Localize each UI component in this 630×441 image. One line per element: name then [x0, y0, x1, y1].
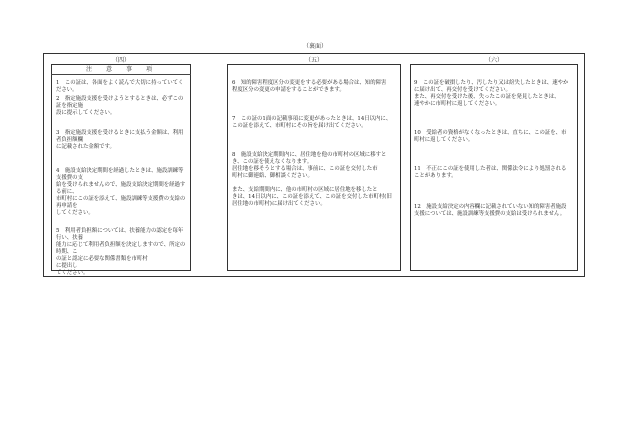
notice-item-9: 9 この証を破損したり、汚したり又は紛失したときは、速やか に届け出て、再交付を受けてください。 また、再交付を受けた後、失ったこの証を発見したときは、 速やかに市町村に返してください。	[414, 80, 569, 107]
notice-item-2: 2 指定施設支援を受けようとするときは、必ずこの証を指定施 設に提示してください。	[56, 96, 184, 116]
panel-header-4: （四）	[111, 57, 130, 64]
notice-item-12: 12 施設支給決定の内容欄に記載されていない知的障害者施設 支援については、施設訓練等支援費の支給は受けられません。	[414, 204, 567, 217]
notice-item-1: 1 この証は、各面をよく読んで大切に持っていてください。	[56, 80, 184, 93]
panel-header-5: （五）	[304, 57, 323, 64]
notice-item-4: 4 施設支給決定期間を経過したときは、施設訓練等支援費の支 給を受けられませんので、施設支給決定期間を経過する前に、 市町村にこの証を添えて、施設訓練等支援費の支給の再申請を してください。	[56, 168, 186, 216]
notice-item-3: 3 指定施設支援を受けるときに支払う金額は、利用者負担額欄 に記載された金額です。	[56, 130, 184, 150]
notice-item-5: 5 利用者負担額については、扶養能力の認定を毎年行い、扶養 能力に応じて利用者負担額を決定しますので、所定の時期、こ の証と認定に必要な関係書類を市町村 に提出し てください。	[56, 228, 186, 276]
notice-item-6: 6 知的障害程度区分の変更をする必要がある場合は、知的障害 程度区分の変更の申請をすることができます。	[232, 80, 387, 93]
notice-item-8: 8 施設支給決定期間内に、居住地を他の市町村の区域に移すと き、この証を使えなくなります。 居住地を移そうとする場合は、事前に、この証を交付した市 町村に御連絡、御相談ください。 また、支給期間内に、他の市町村の区域に居住地を移したと きは、14日以内に、この証を添えて、この証を交付した市町村(旧 居住地の市町村)に届け出てください。	[232, 152, 392, 207]
panel-header-6: （六）	[484, 57, 503, 64]
notice-item-10: 10 受給者の資格がなくなったときは、直ちに、この証を、市 町村に返してください。	[414, 130, 567, 143]
panel-4-title: 注 意 事 項	[85, 66, 156, 73]
page-caption: （裏面）	[302, 43, 327, 50]
notice-item-11: 11 不正にこの証を使用した者は、関係法令により処罰される ことがあります。	[414, 166, 567, 179]
panel-4-title-rule	[51, 74, 191, 75]
notice-item-7: 7 この証の1面の記載事項に変更があったときは、14日以内に、 この証を添えて、市町村にその旨を届け出てください。	[232, 116, 392, 129]
